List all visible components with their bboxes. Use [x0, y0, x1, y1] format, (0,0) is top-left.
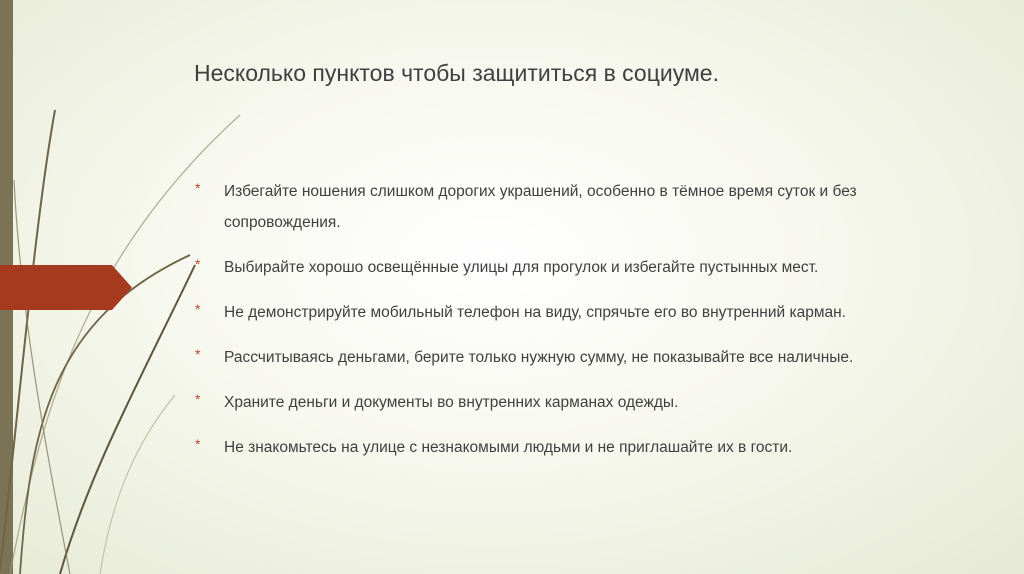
list-item — [194, 432, 974, 463]
list-item-text: Избегайте ношения слишком дорогих украшений, особенно в тёмное время суток и без сопровождения. — [224, 183, 857, 231]
list-item-text: Не демонстрируйте мобильный телефон на виду, спрячьте его во внутренний карман. — [224, 304, 846, 321]
list-item — [194, 297, 974, 328]
bullet-asterisk: * — [195, 436, 201, 452]
list-item-text: Храните деньги и документы во внутренних карманах одежды. — [224, 394, 679, 411]
list-item-text: Выбирайте хорошо освещённые улицы для прогулок и избегайте пустынных мест. — [224, 259, 819, 276]
list-item — [194, 176, 974, 238]
bullet-asterisk: * — [195, 346, 201, 362]
bullet-asterisk: * — [195, 301, 201, 317]
list-item — [194, 387, 974, 418]
curve-4 — [60, 265, 195, 574]
bullet-asterisk: * — [195, 180, 201, 196]
list-item — [194, 252, 974, 283]
bullet-asterisk: * — [195, 256, 201, 272]
slide-title: Несколько пунктов чтобы защититься в социуме. — [194, 60, 719, 86]
list-item — [194, 342, 974, 373]
bullet-asterisk: * — [195, 391, 201, 407]
list-item-text: Рассчитываясь деньгами, берите только нужную сумму, не показывайте все наличные. — [224, 349, 854, 366]
list-item-text: Не знакомьтесь на улице с незнакомыми людьми и не приглашайте их в гости. — [224, 439, 793, 456]
red-arrow-tab — [0, 265, 132, 310]
curve-5 — [100, 395, 175, 574]
bullet-list — [194, 176, 974, 477]
